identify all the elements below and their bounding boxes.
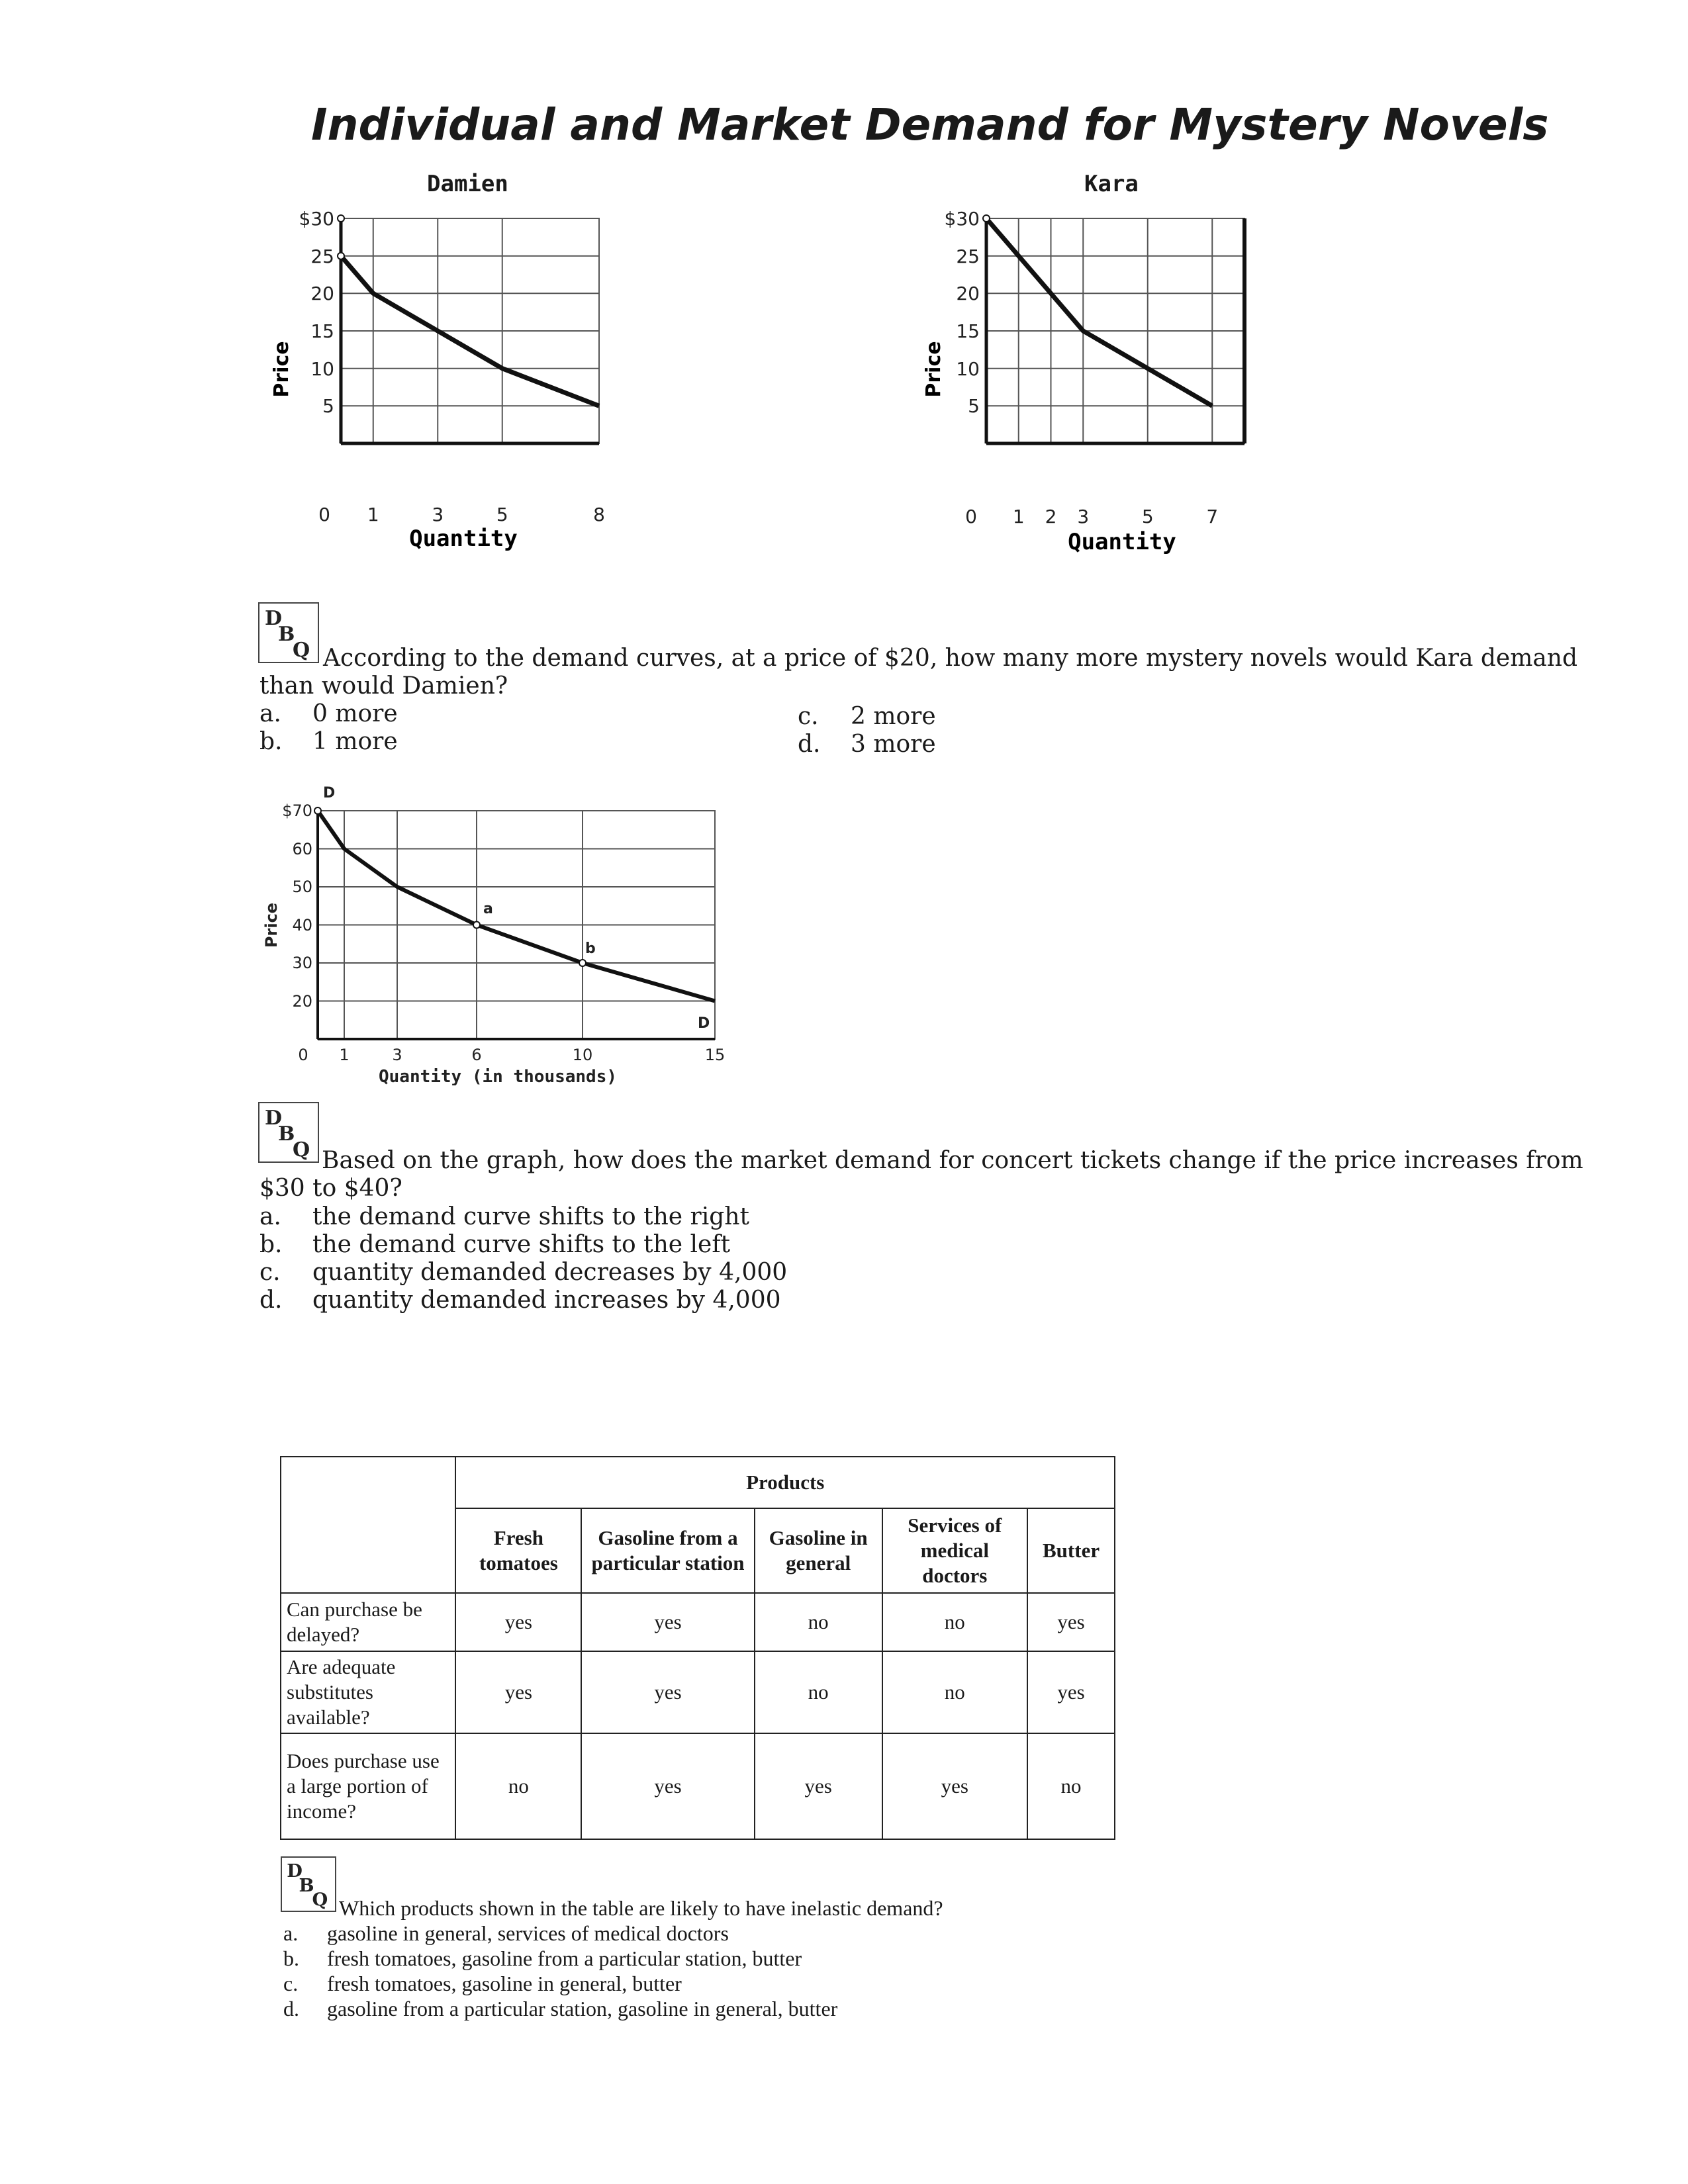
table-header-products: Products	[455, 1457, 1115, 1508]
column-header: Fresh tomatoes	[455, 1508, 581, 1593]
kara-xtick: 3	[1077, 506, 1090, 527]
table-cell: yes	[455, 1593, 581, 1651]
kara-y-label: Price	[922, 341, 945, 398]
table-row	[281, 1651, 1115, 1733]
kara-x-label: Quantity	[1068, 529, 1176, 555]
table-cell: yes	[755, 1733, 882, 1839]
table-cell: yes	[882, 1733, 1028, 1839]
damien-ytick: 15	[310, 320, 334, 342]
q2-option-d[interactable]: d. quantity demanded increases by 4,000	[259, 1287, 781, 1314]
point-b-label: b	[585, 940, 596, 957]
table-cell: no	[755, 1593, 882, 1651]
market-ytick: 30	[292, 954, 312, 972]
damien-xtick: 5	[496, 504, 508, 525]
kara-ytick: $30	[944, 208, 980, 230]
q2-option-a[interactable]: a. the demand curve shifts to the right	[259, 1203, 749, 1230]
damien-chart	[265, 199, 635, 569]
market-ytick: 60	[292, 840, 312, 858]
market-demand-chart	[258, 774, 748, 1085]
damien-chart-title: Damien	[427, 171, 508, 197]
q3-option-c[interactable]: c. fresh tomatoes, gasoline in general, butter	[283, 1972, 682, 1995]
damien-ytick: 10	[310, 358, 334, 380]
products-table	[280, 1456, 1115, 1840]
question-2-line-2: $30 to $40?	[259, 1175, 402, 1202]
point-b	[579, 960, 586, 966]
kara-chart-title: Kara	[1084, 171, 1139, 197]
table-cell: yes	[1027, 1593, 1115, 1651]
q2-option-c[interactable]: c. quantity demanded decreases by 4,000	[259, 1259, 788, 1286]
svg-text:Q: Q	[293, 639, 310, 662]
damien-grid	[341, 218, 599, 443]
kara-chart	[910, 199, 1281, 569]
kara-ytick: 25	[956, 246, 980, 267]
market-xtick: 1	[339, 1046, 350, 1064]
table-cell: no	[882, 1593, 1028, 1651]
market-demand-line	[318, 811, 715, 1001]
q1-option-c[interactable]: c. 2 more	[798, 703, 936, 730]
damien-xtick: 3	[432, 504, 444, 525]
damien-xtick: 1	[367, 504, 379, 525]
market-y-label: Price	[262, 902, 281, 948]
svg-text:B: B	[278, 1122, 295, 1146]
damien-y-label: Price	[270, 341, 293, 398]
kara-ytick: 15	[956, 320, 980, 342]
damien-ytick: 5	[322, 395, 334, 417]
svg-text:D: D	[265, 607, 283, 630]
question-1-line-2: than would Damien?	[259, 672, 508, 700]
column-header: Gasoline in general	[755, 1508, 882, 1593]
market-xtick: 3	[392, 1046, 402, 1064]
kara-xtick: 5	[1141, 506, 1154, 527]
question-3-line-1: Which products shown in the table are likely to have inelastic demand?	[339, 1896, 943, 1920]
q3-option-a[interactable]: a. gasoline in general, services of medical doctors	[283, 1921, 729, 1945]
column-header: Butter	[1027, 1508, 1115, 1593]
kara-xtick: 0	[965, 506, 977, 527]
kara-ytick: 20	[956, 283, 980, 304]
q1-option-a[interactable]: a. 0 more	[259, 700, 398, 727]
table-cell: no	[882, 1651, 1028, 1733]
dbq-icon	[258, 602, 319, 663]
dbq-icon	[281, 1856, 336, 1912]
market-xtick: 6	[471, 1046, 482, 1064]
damien-xtick: 0	[318, 504, 330, 525]
q2-option-b[interactable]: b. the demand curve shifts to the left	[259, 1231, 731, 1258]
market-ytick: 50	[292, 878, 312, 896]
row-header: Can purchase be delayed?	[281, 1593, 455, 1651]
table-cell: no	[755, 1651, 882, 1733]
svg-text:B: B	[299, 1874, 314, 1896]
q1-option-d[interactable]: d. 3 more	[798, 731, 936, 758]
question-2-line-1: Based on the graph, how does the market demand for concert tickets change if the price increases from	[322, 1147, 1583, 1174]
curve-label-bottom: D	[698, 1015, 710, 1032]
table-cell: yes	[455, 1651, 581, 1733]
table-row	[281, 1733, 1115, 1839]
table-cell: no	[1027, 1733, 1115, 1839]
kara-xtick: 1	[1012, 506, 1025, 527]
market-ytick: $70	[282, 801, 312, 820]
column-header: Services of medical doctors	[882, 1508, 1028, 1593]
damien-ytick: 20	[310, 283, 334, 304]
kara-grid	[986, 218, 1244, 443]
svg-text:D: D	[287, 1860, 303, 1882]
column-header: Gasoline from a particular station	[581, 1508, 755, 1593]
q3-option-d[interactable]: d. gasoline from a particular station, gasoline in general, butter	[283, 1997, 838, 2021]
page-title: Individual and Market Demand for Mystery Novels	[311, 99, 1549, 150]
point-a-label: a	[483, 901, 493, 917]
table-cell: yes	[581, 1733, 755, 1839]
point-a	[473, 922, 480, 929]
table-cell: yes	[1027, 1651, 1115, 1733]
kara-ytick: 5	[968, 395, 980, 417]
kara-xtick: 2	[1045, 506, 1057, 527]
kara-demand-line	[986, 218, 1212, 406]
svg-text:D: D	[265, 1107, 283, 1130]
row-header: Are adequate substitutes available?	[281, 1651, 455, 1733]
damien-xtick: 8	[593, 504, 605, 525]
table-cell: yes	[581, 1593, 755, 1651]
market-xtick: 15	[704, 1046, 726, 1064]
row-header: Does purchase use a large portion of income?	[281, 1733, 455, 1839]
kara-ytick: 10	[956, 358, 980, 380]
market-xtick: 10	[572, 1046, 593, 1064]
damien-ytick: 25	[310, 246, 334, 267]
market-xtick: 0	[298, 1046, 308, 1064]
svg-text:Q: Q	[312, 1889, 328, 1911]
market-ytick: 20	[292, 992, 312, 1011]
svg-text:Q: Q	[293, 1138, 310, 1161]
market-x-label: Quantity (in thousands)	[378, 1067, 618, 1085]
table-cell: no	[455, 1733, 581, 1839]
damien-x-label: Quantity	[409, 525, 518, 552]
market-grid	[318, 811, 715, 1039]
svg-text:B: B	[278, 623, 295, 646]
table-cell: yes	[581, 1651, 755, 1733]
question-1-line-1: According to the demand curves, at a price of $20, how many more mystery novels would Kara demand	[323, 645, 1578, 672]
damien-ytick: $30	[299, 208, 334, 230]
table-corner	[281, 1457, 455, 1593]
table-row	[281, 1593, 1115, 1651]
curve-label-top: D	[323, 785, 336, 801]
dbq-icon	[258, 1102, 319, 1163]
q3-option-b[interactable]: b. fresh tomatoes, gasoline from a particular station, butter	[283, 1946, 802, 1970]
market-ytick: 40	[292, 916, 312, 934]
q1-option-b[interactable]: b. 1 more	[259, 728, 398, 755]
kara-xtick: 7	[1206, 506, 1219, 527]
